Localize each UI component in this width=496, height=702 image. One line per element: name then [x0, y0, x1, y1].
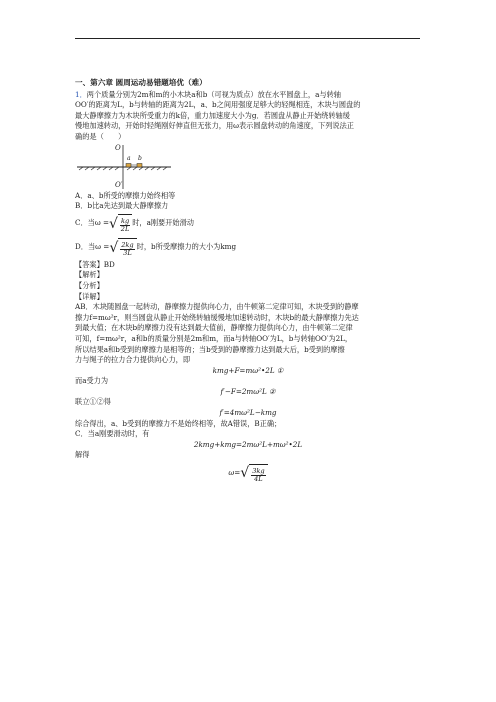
header-rule: [75, 38, 420, 39]
solve-line: 解得: [75, 450, 90, 460]
option-c-analysis: C．当a刚要滑动时，有: [75, 429, 150, 439]
explanation-line-6: 力与绳子的拉力合力提供向心力，即: [75, 355, 191, 365]
option-d-denominator: 3L: [123, 249, 132, 258]
question-line-1: 两个质量分别为2m和m的小木块a和b（可视为质点）放在水平圆盘上，a与转轴: [86, 89, 341, 99]
option-d-prefix: D．当ω =: [75, 242, 110, 252]
analysis-heading: 【解析】: [75, 270, 104, 280]
equation-3: f′=4mω²L−kmg: [219, 408, 277, 418]
option-d-suffix: 时，b所受摩擦力的大小为kmg: [136, 242, 237, 252]
option-c-numerator: kg: [120, 217, 130, 226]
question-line-3: 最大静摩擦力为木块所受重力的k倍，重力加速度大小为g．若圆盘从静止开始绕转轴缓: [75, 110, 350, 120]
option-d-numerator: 2kg: [121, 241, 134, 250]
a-force-line: 而a受力为: [75, 376, 109, 386]
explanation-line-3: 到最大值；在木块b的摩擦力没有达到最大值前，静摩擦力提供向心力，由牛顿第二定律: [75, 323, 353, 333]
answer-line: 【答案】BD: [75, 259, 115, 269]
option-d: [75, 236, 421, 260]
block-b-label: b: [138, 154, 142, 162]
final-denominator: 4L: [254, 474, 263, 483]
question-1: [75, 90, 421, 143]
axis-label-bottom: O′: [115, 180, 123, 189]
explanation-line-5: 所以结果a和b受到的摩擦力是相等的；当b受到的静摩擦力达到最大后，b受到的摩擦: [75, 344, 345, 354]
explanation-line-1: AB．木块随圆盘一起转动，静摩擦力提供向心力，由牛顿第二定律可知，木块受到的静摩: [75, 302, 359, 312]
combine-line: 联立①②得: [75, 397, 111, 407]
explanation-line-2: 擦力f=mω²r，则当圆盘从静止开始绕转轴缓慢地加速转动时，木块b的最大静摩擦力先达: [75, 312, 359, 322]
block-a-label: a: [127, 154, 131, 162]
option-c: [75, 212, 421, 236]
explanation-line-4: 可知，f=mω²r，a和b的质量分别是2m和m，而a与转轴OO′为L，b与转轴OO′为2L，: [75, 333, 353, 343]
option-a: A．a、b所受的摩擦力始终相等: [75, 190, 176, 200]
turntable-figure: [75, 143, 421, 191]
document-body: [75, 78, 421, 485]
option-d-sqrt: √ $\frac{2kg}{3L}$: [109, 238, 136, 257]
question-line-2: OO′的距离为L，b与转轴的距离为2L，a、b之间用强度足够大的轻绳相连，木块与圆盘的: [75, 100, 361, 110]
option-c-prefix: C．当ω =: [75, 218, 110, 228]
option-c-suffix: 时，a刚要开始滑动: [132, 218, 194, 228]
axis-label-top: O: [115, 143, 121, 152]
turntable-diagram: [75, 143, 195, 191]
final-equation: [75, 461, 421, 485]
final-sqrt: √ $\frac{3kg}{4L}$: [240, 464, 267, 483]
breakdown-heading: 【分析】: [75, 280, 104, 290]
question-line-5: 确的是（ ）: [75, 131, 126, 141]
question-number: 1．: [75, 89, 87, 99]
conclusion-line: 综合得出，a、b受到的摩擦力不是始终相等，故A错误，B正确；: [75, 418, 282, 428]
final-lhs: ω=: [228, 467, 241, 477]
equation-4: 2kmg+kmg=2mω²L+mω²•2L: [193, 439, 303, 449]
section-title: 一、第六章 圆周运动易错题培优（难）: [75, 78, 207, 87]
option-c-denominator: 2L: [120, 225, 130, 234]
final-numerator: 3kg: [252, 466, 265, 475]
question-line-4: 慢地加速转动，开始时轻绳刚好伸直但无张力，用ω表示圆盘转动的角速度，下列说法正: [75, 121, 354, 131]
equation-1: kmg+F=mω²•2L ①: [212, 365, 284, 375]
equation-2: f′−F=2mω²L ②: [220, 386, 276, 396]
detail-heading: 【详解】: [75, 291, 104, 301]
option-c-sqrt: √ $\frac{kg}{2L}$: [109, 214, 132, 233]
option-b: B．b比a先达到最大静摩擦力: [75, 201, 169, 211]
